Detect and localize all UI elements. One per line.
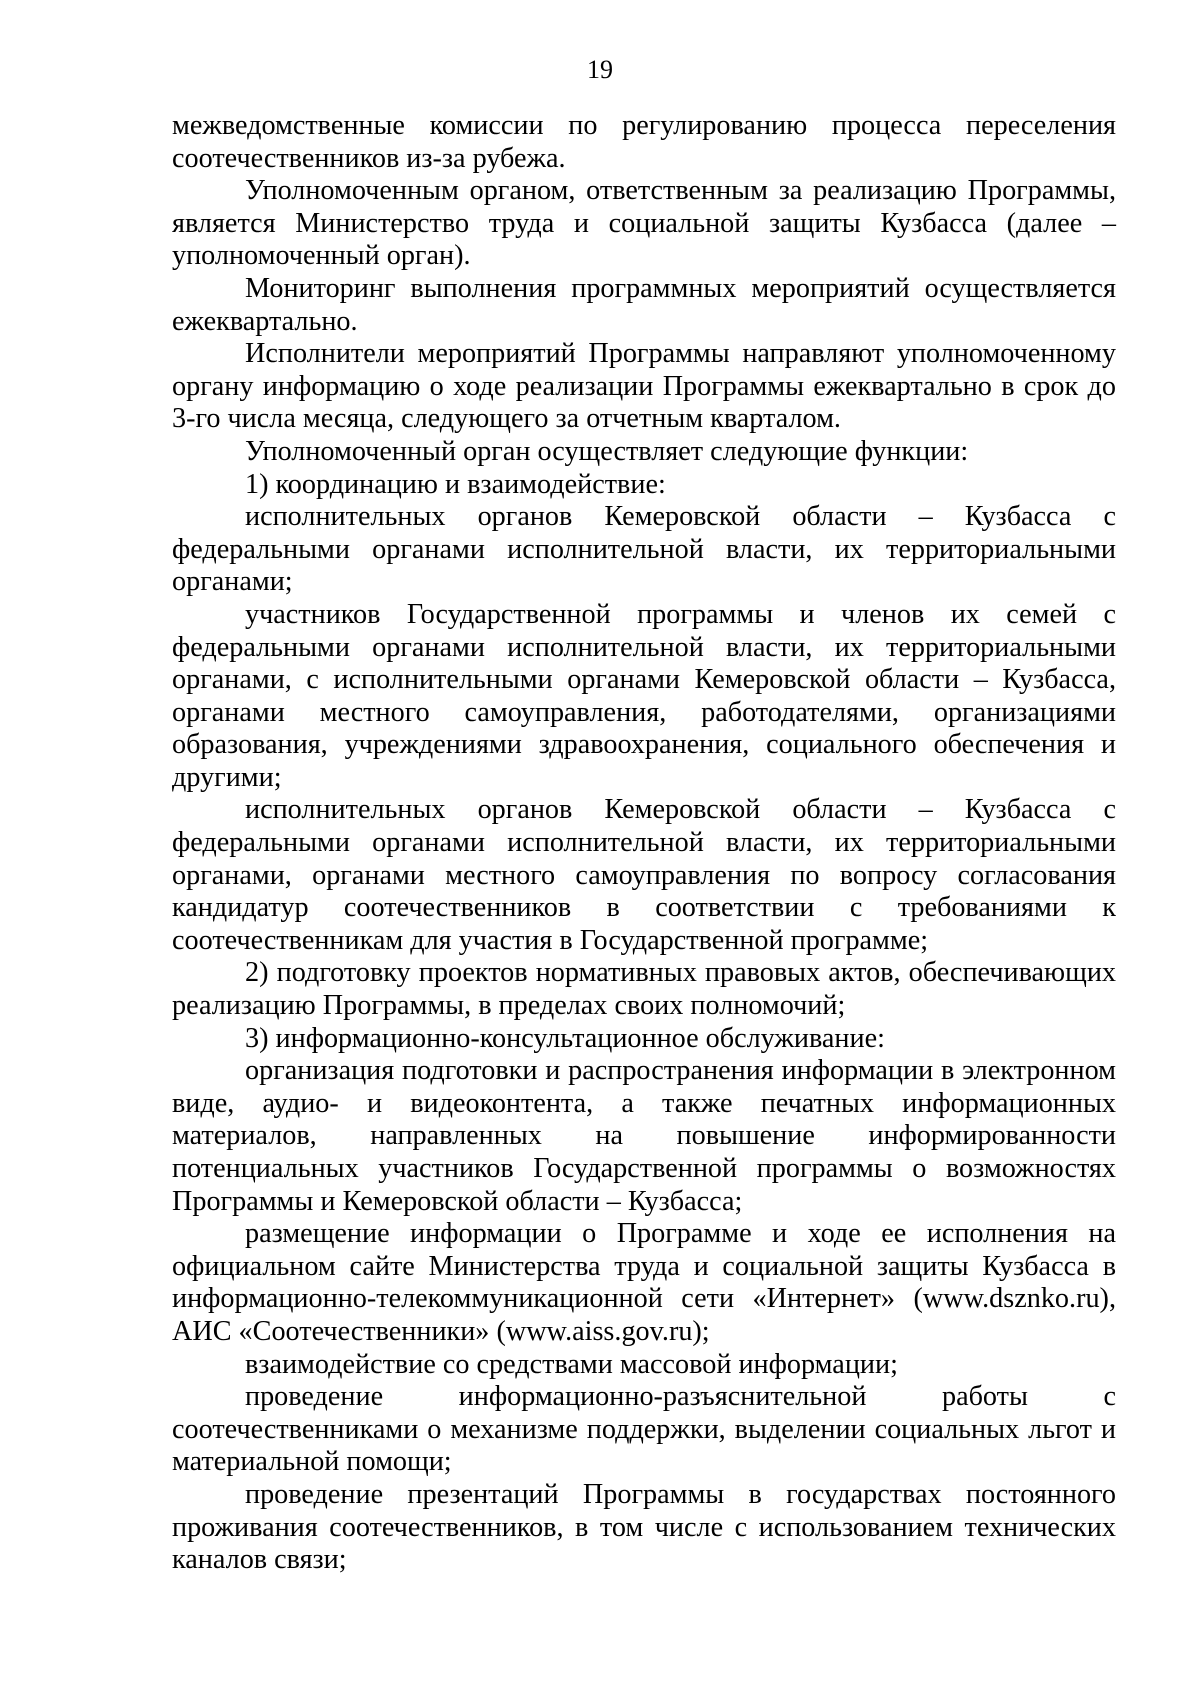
list-item-legal-acts: 2) подготовку проектов нормативных правовых актов, обеспечивающих реализацию Программы, в пределах своих полномочий; [172,957,1116,1022]
document-body [172,110,1116,1577]
paragraph-website-publication: размещение информации о Программе и ходе ее исполнения на официальном сайте Министерства труда и социальной защиты Кузбасса в информационно-телекоммуникационной сети «Интернет» (www.dsznko.ru), АИС «Соотечественники» (www.aiss.gov.ru); [172,1218,1116,1347]
paragraph-participants-coordination: участников Государственной программы и членов их семей с федеральными органами исполнительной власти, их территориальными органами, с исполнительными органами Кемеровской области – Кузбасса, органами местного самоуправления, работодателями, организациями образования, учреждениями здравоохранения, социального обеспечения и другими; [172,598,1116,793]
paragraph-media-interaction: взаимодействие со средствами массовой информации; [245,1348,898,1380]
paragraph-monitoring: Мониторинг выполнения программных мероприятий осуществляется ежеквартально. [172,272,1116,337]
list-item-information-services: 3) информационно-консультационное обслуживание: [245,1022,885,1054]
paragraph-continuation: межведомственные комиссии по регулированию процесса переселения соотечественников из-за рубежа. [172,110,1116,174]
page-number: 19 [587,55,613,84]
paragraph-executive-bodies-federal: исполнительных органов Кемеровской области – Кузбасса с федеральными органами исполнительной власти, их территориальными органами; [172,501,1116,598]
list-item-coordination: 1) координацию и взаимодействие: [245,468,666,500]
paragraph-information-distribution: организация подготовки и распространения информации в электронном виде, аудио- и видеоконтента, а также печатных информационных материалов, направленных на повышение информированности потенциальных участников Государственной программы о возможностях Программы и Кемеровской области – Кузбасса; [172,1055,1116,1217]
paragraph-functions-intro: Уполномоченный орган осуществляет следующие функции: [245,435,969,467]
paragraph-executors-reporting: Исполнители мероприятий Программы направляют уполномоченному органу информацию о ходе реализации Программы ежеквартально в срок до 3-го числа месяца, следующего за отчетным кварталом. [172,338,1116,435]
paragraph-authorized-body: Уполномоченным органом, ответственным за реализацию Программы, является Министерство труда и социальной защиты Кузбасса (далее – уполномоченный орган). [172,175,1116,272]
paragraph-presentations: проведение презентаций Программы в государствах постоянного проживания соотечественников, в том числе с использованием технических каналов связи; [172,1478,1116,1576]
paragraph-candidates-approval: исполнительных органов Кемеровской области – Кузбасса с федеральными органами исполнительной власти, их территориальными органами, органами местного самоуправления по вопросу согласования кандидатур соотечественников в соответствии с требованиями к соотечественникам для участия в Государственной программе; [172,794,1116,956]
paragraph-explanatory-work: проведение информационно-разъяснительной работы с соотечественниками о механизме поддержки, выделении социальных льгот и материальной помощи; [172,1381,1116,1478]
